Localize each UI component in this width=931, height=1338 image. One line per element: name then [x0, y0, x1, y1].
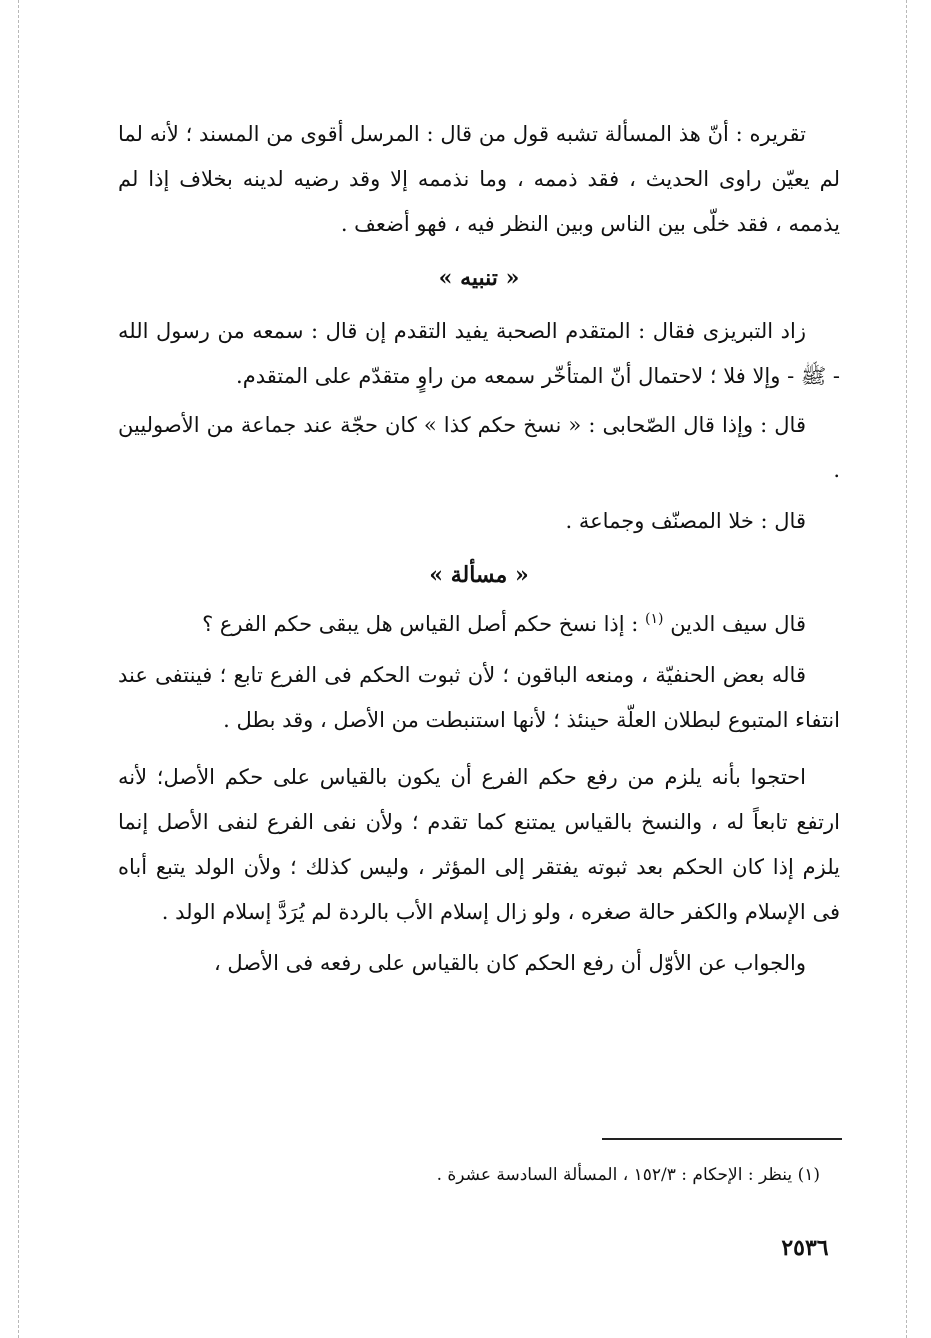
paragraph-jawab: والجواب عن الأوّل أن رفع الحكم كان بالقياس على رفعه فى الأصل ، [213, 951, 806, 975]
paragraph-hanafiyya: قاله بعض الحنفيّة ، ومنعه الباقون ؛ لأن ثبوت الحكم فى الفرع تابع ؛ فينتفى عند انتفاء المتبوع لبطلان العلّة حينئذ ؛ لأنها استنبطت من الأصل ، وقد بطل . [118, 663, 840, 732]
paragraph-musannif: قال : خلا المصنّف وجماعة . [565, 509, 806, 533]
footnote-reference: (١) [645, 611, 664, 627]
paragraph-sayf-al-din [118, 602, 840, 647]
scan-margin-left [18, 0, 19, 1338]
paragraph-sahabi: قال : وإذا قال الصّحابى : « نسخ حكم كذا » كان حجّة عند جماعة من الأصوليين . [118, 413, 840, 482]
paragraph-taqrir: تقريره : أنّ هذ المسألة تشبه قول من قال : المرسل أقوى من المسند ؛ لأنه لما لم يعيّن راوى الحديث ، فقد ذممه ، وما نذممه إلا وقد رضيه لدينه بخلاف إذا لم يذممه ، فقد خلّى بين الناس وبين النظر فيه ، فهو أضعف . [118, 122, 840, 236]
page-number: ٢٥٣٦ [781, 1235, 829, 1261]
page-body [118, 112, 840, 986]
footnote-text: (١) ينظر : الإحكام : ١٥٢/٣ ، المسألة السادسة عشرة . [436, 1165, 820, 1185]
paragraph-sayf-al-din-start: قال سيف الدين [670, 612, 806, 636]
paragraph-sayf-al-din-end: : إذا نسخ حكم أصل القياس هل يبقى حكم الفرع ؟ [202, 612, 646, 636]
footnote-divider [602, 1138, 842, 1140]
paragraph-ihtajju: احتجوا بأنه يلزم من رفع حكم الفرع أن يكون بالقياس على حكم الأصل؛ لأنه ارتفع تابعاً له ، والنسخ بالقياس يمتنع كما تقدم ؛ ولأن نفى الفرع لنفى الأصل إنما يلزم إذا كان الحكم بعد ثبوته يفتقر إلى المؤثر ، وليس كذلك ؛ ولأن الولد يتبع أباه فى الإسلام والكفر حالة صغره ، ولو زال إسلام الأب بالردة لم يُرَدَّ إسلام الولد . [118, 765, 840, 924]
scan-margin-right [906, 0, 907, 1338]
paragraph-tabrizi: زاد التبريزى فقال : المتقدم الصحبة يفيد التقدم إن قال : سمعه من رسول الله - ﷺ - وإلا فلا ؛ لاحتمال أنّ المتأخّر سمعه من راوٍ متقدّم على المتقدم. [118, 319, 840, 388]
heading-masala: « مسألة » [429, 562, 529, 588]
heading-tanbih: « تنبيه » [438, 265, 520, 291]
